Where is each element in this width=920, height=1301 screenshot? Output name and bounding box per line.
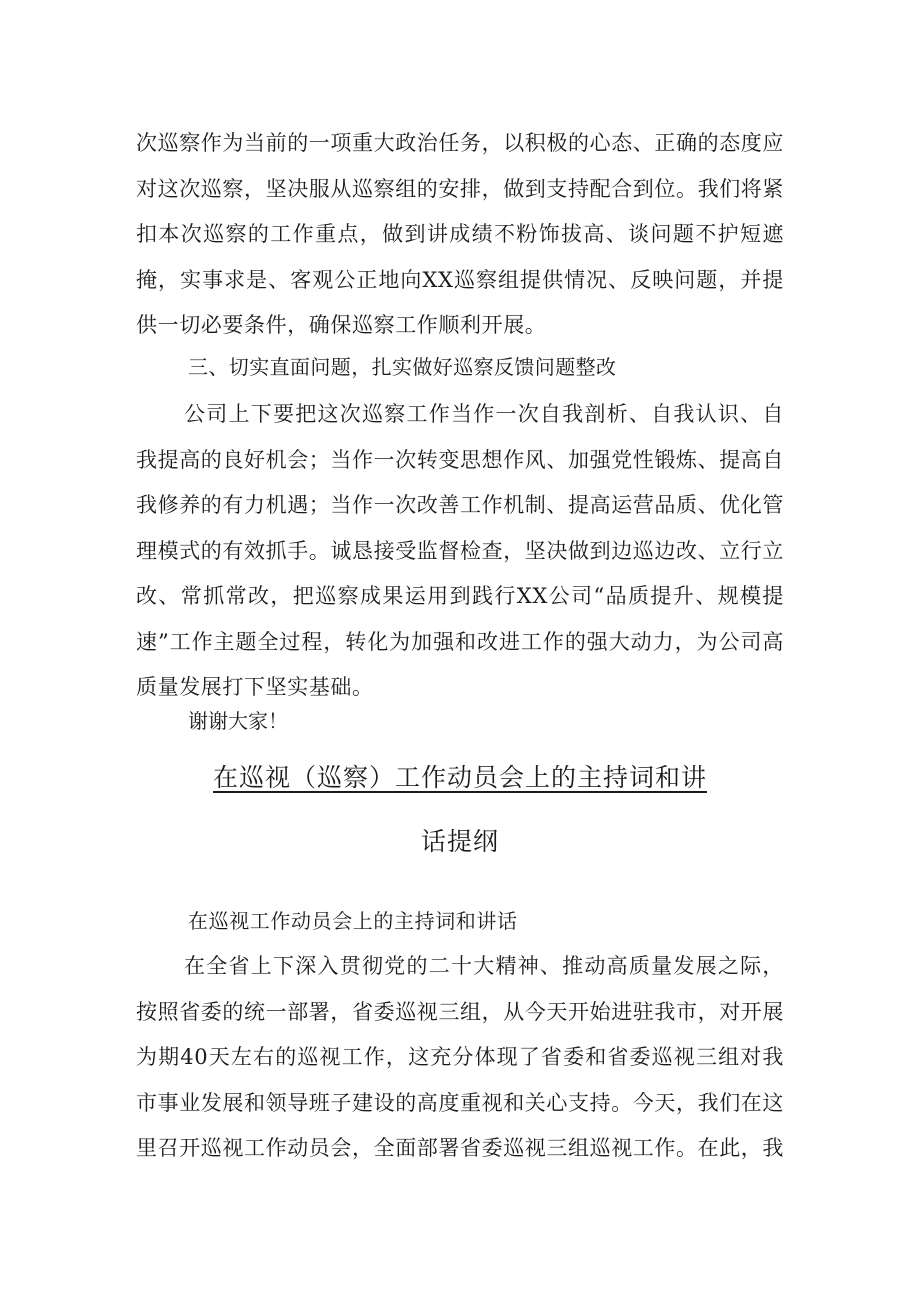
body-paragraph-2: 公司上下要把这次巡察工作当作一次自我剖析、自我认识、自我提高的良好机会；当作一次转变思想作风、加强党性锻炼、提高自我修养的有力机遇；当作一次改善工作机制、提高运营品质、优化管理模式的有效抓手。诚恳接受监督检查，坚决做到边巡边改、立行立改、常抓常改，把巡察成果运用到践行XX公司“品质提升、规模提速”工作主题全过程，转化为加强和改进工作的强大动力，为公司高质量发展打下坚实基础。 [136,402,784,699]
body-paragraph-1: 次巡察作为当前的一项重大政治任务，以积极的心态、正确的态度应对这次巡察，坚决服从巡察组的安排，做到支持配合到位。我们将紧扣本次巡察的工作重点，做到讲成绩不粉饰拔高、谈问题不护短遮掩，实事求是、客观公正地向XX巡察组提供情况、反映问题，并提供一切必要条件，确保巡察工作顺利开展。 [136,131,784,337]
document-title-line-2: 话提纲 [420,827,499,856]
document-title-line-1: 在巡视（巡察）工作动员会上的主持词和讲 [212,763,707,792]
section-heading-3: 三、切实直面问题，扎实做好巡察反馈问题整改 [188,355,617,379]
body-paragraph-3: 在全省上下深入贯彻党的二十大精神、推动高质量发展之际，按照省委的统一部署，省委巡视三组，从今天开始进驻我市，对开展为期40天左右的巡视工作，这充分体现了省委和省委巡视三组对我市事业发展和领导班子建设的高度重视和关心支持。今天，我们在这里召开巡视工作动员会，全面部署省委巡视三组巡视工作。在此，我 [136,954,784,1160]
closing-thanks: 谢谢大家！ [188,709,288,733]
document-subtitle: 在巡视工作动员会上的主持词和讲话 [188,909,518,933]
